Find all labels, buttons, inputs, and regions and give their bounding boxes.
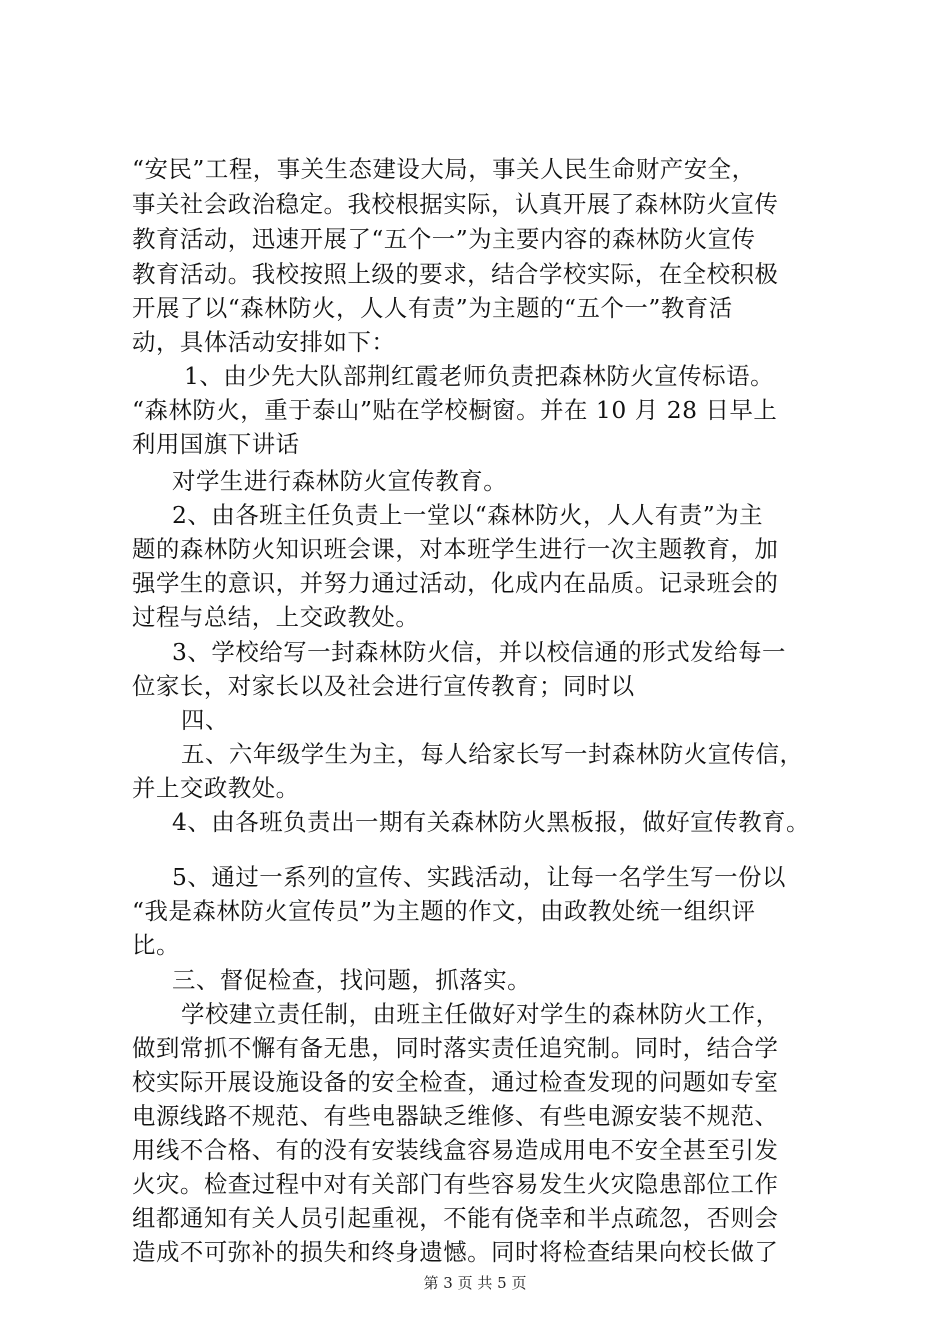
text-line: 四、: [181, 706, 229, 734]
text-line: 2、由各班主任负责上一堂以“森林防火，人人有责”为主: [172, 501, 764, 529]
text-line: 造成不可弥补的损失和终身遗憾。同时将检查结果向校长做了: [132, 1238, 779, 1266]
page-footer: 第 3 页 共 5 页: [423, 1274, 527, 1292]
text-line: 用线不合格、有的没有安装线盒容易造成用电不安全甚至引发: [132, 1136, 779, 1164]
text-line: 过程与总结，上交政教处。: [132, 603, 420, 631]
text-line: 4、由各班负责出一期有关森林防火黑板报，做好宣传教育。: [172, 808, 810, 836]
text-line: 三、督促检查，找问题，抓落实。: [172, 966, 532, 994]
text-line: 位家长，对家长以及社会进行宣传教育；同时以: [132, 672, 635, 700]
text-line: 事关社会政治稳定。我校根据实际，认真开展了森林防火宣传: [132, 190, 779, 218]
text-line: 题的森林防火知识班会课，对本班学生进行一次主题教育，加: [132, 535, 779, 563]
text-line: 5、通过一系列的宣传、实践活动，让每一名学生写一份以: [172, 863, 786, 891]
text-line: “森林防火，重于泰山”贴在学校橱窗。并在 10 月 28 日早上: [132, 396, 778, 424]
text-line: 开展了以“森林防火，人人有责”为主题的“五个一”教育活: [132, 294, 733, 322]
text-line: 组都通知有关人员引起重视，不能有侥幸和半点疏忽，否则会: [132, 1204, 779, 1232]
text-line: 利用国旗下讲话: [132, 430, 300, 458]
text-line: “我是森林防火宣传员”为主题的作文，由政教处统一组织评: [132, 897, 756, 925]
text-line: 校实际开展设施设备的安全检查，通过检查发现的问题如专室: [132, 1068, 779, 1096]
text-line: 比。: [132, 931, 180, 959]
text-line: 学校建立责任制，由班主任做好对学生的森林防火工作，: [181, 1000, 780, 1028]
text-line: 教育活动。我校按照上级的要求，结合学校实际，在全校积极: [132, 260, 779, 288]
text-line: “安民”工程，事关生态建设大局，事关人民生命财产安全，: [132, 155, 756, 183]
text-line: 电源线路不规范、有些电器缺乏维修、有些电源安装不规范、: [132, 1102, 779, 1130]
text-line: 动，具体活动安排如下：: [132, 328, 396, 356]
text-line: 并上交政教处。: [132, 774, 300, 802]
text-line: 强学生的意识，并努力通过活动，化成内在品质。记录班会的: [132, 569, 779, 597]
text-line: 教育活动，迅速开展了“五个一”为主要内容的森林防火宣传: [132, 225, 756, 253]
text-line: 做到常抓不懈有备无患，同时落实责任追究制。同时，结合学: [132, 1034, 779, 1062]
text-line: 3、学校给写一封森林防火信，并以校信通的形式发给每一: [172, 638, 786, 666]
text-line: 1、由少先大队部荆红霞老师负责把森林防火宣传标语。: [184, 362, 775, 390]
text-line: 五、六年级学生为主，每人给家长写一封森林防火宣传信，: [181, 740, 804, 768]
text-line: 火灾。检查过程中对有关部门有些容易发生火灾隐患部位工作: [132, 1170, 779, 1198]
text-line: 对学生进行森林防火宣传教育。: [172, 467, 508, 495]
